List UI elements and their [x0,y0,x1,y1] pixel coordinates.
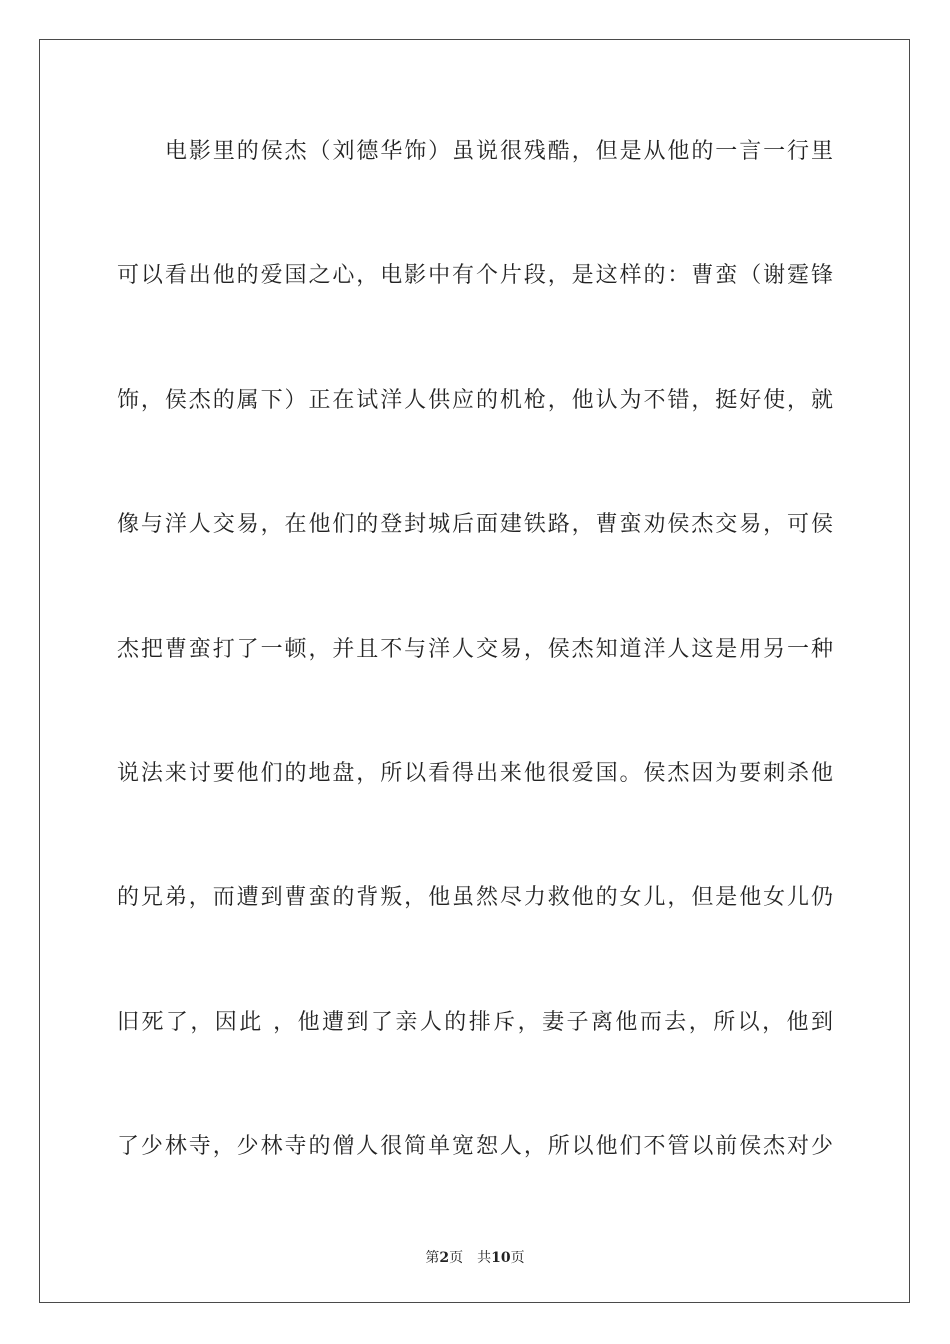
total-pages-number: 10 [491,1250,511,1266]
text-line-3: 饰，侯杰的属下）正在试洋人供应的机枪，他认为不错，挺好使，就 [117,387,833,413]
text-line-7: 的兄弟，而遭到曹蛮的背叛，他虽然尽力救他的女儿，但是他女儿仍 [117,885,833,911]
text-line-8: 旧死了，因此 ，他遭到了亲人的排斥，妻子离他而去，所以，他到 [117,1009,833,1035]
text-line-4: 像与洋人交易，在他们的登封城后面建铁路，曹蛮劝侯杰交易，可侯 [117,512,833,538]
text-line-9: 了少林寺，少林寺的僧人很简单宽恕人，所以他们不管以前侯杰对少 [117,1134,833,1160]
page-footer [0,1247,950,1267]
text-line-5: 杰把曹蛮打了一顿，并且不与洋人交易，侯杰知道洋人这是用另一种 [117,636,833,662]
text-line-2: 可以看出他的爱国之心，电影中有个片段，是这样的：曹蛮（谢霆锋 [117,263,833,289]
text-line-1: 电影里的侯杰（刘德华饰）虽说很残酷，但是从他的一言一行里 [165,139,833,164]
text-line-6: 说法来讨要他们的地盘，所以看得出来他很爱国。侯杰因为要刺杀他 [117,760,833,786]
total-suffix: 页 [510,1250,525,1266]
body-text [117,130,833,1250]
current-page-number: 2 [439,1250,450,1266]
total-prefix: 共 [477,1250,492,1266]
page-prefix: 第 [425,1250,440,1266]
page-suffix: 页 [449,1250,464,1266]
